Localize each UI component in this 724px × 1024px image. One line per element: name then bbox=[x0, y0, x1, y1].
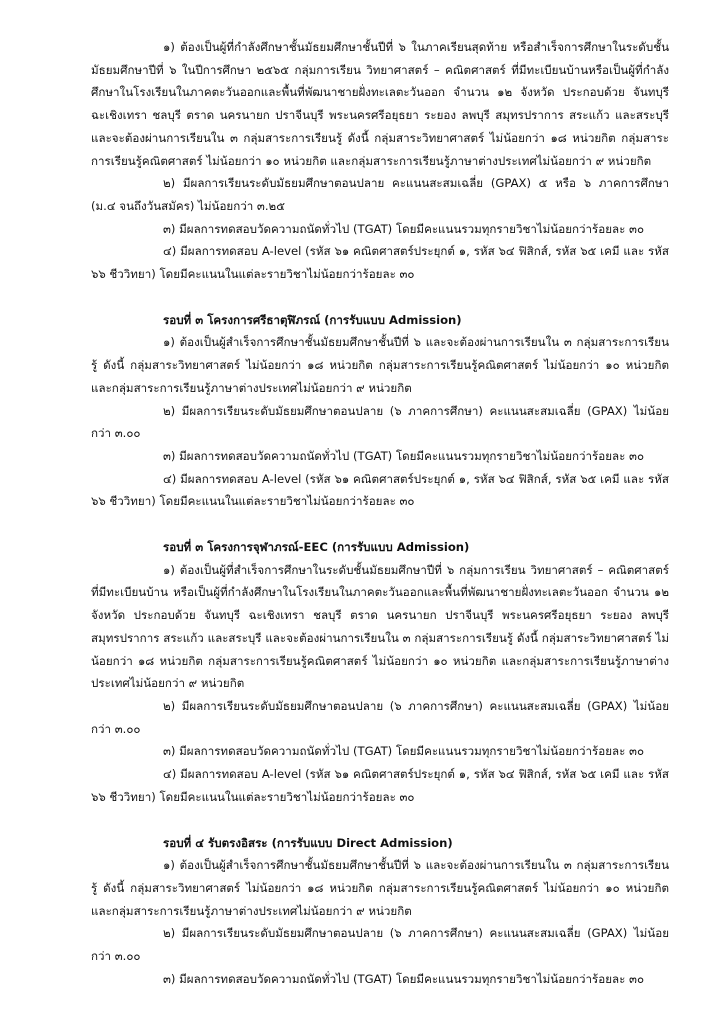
requirement-item: ๒) มีผลการเรียนระดับมัธยมศึกษาตอนปลาย (๖ ภาคการศึกษา) คะแนนสะสมเฉลี่ย (GPAX) ไม่น้อยกว่า ๓.๐๐ bbox=[91, 403, 669, 441]
requirement-item: ๑) ต้องเป็นผู้ที่กำลังศึกษาชั้นมัธยมศึกษาชั้นปีที่ ๖ ในภาคเรียนสุดท้าย หรือสำเร็จการศึกษาในระดับชั้นมัธยมศึกษาปีที่ ๖ ในปีการศึกษา ๒๕๖๕ กลุ่มการเรียน วิทยาศาสตร์ – คณิตศาสตร์ ที่มีทะเบียนบ้านหรือเป็นผู้ที่กำลังศึกษาในโรงเรียนในภาคตะวันออกและพื้นที่พัฒนาชายฝั่งทะเลตะวันออก จำนวน ๑๒ จังหวัด ประกอบด้วย จันทบุรี ฉะเชิงเทรา ชลบุรี ตราด นครนายก ปราจีนบุรี พระนครศรีอยุธยา ระยอง ลพบุรี สมุทรปราการ สระแก้ว และสระบุรี และจะต้องผ่านการเรียนใน ๓ กลุ่มสาระการเรียนรู้ ดังนี้ กลุ่มสาระวิทยาศาสตร์ ไม่น้อยกว่า ๑๘ หน่วยกิต กลุ่มสาระการเรียนรู้คณิตศาสตร์ ไม่น้อยกว่า ๑๐ หน่วยกิต และกลุ่มสาระการเรียนรู้ภาษาต่างประเทศไม่น้อยกว่า ๙ หน่วยกิต bbox=[91, 40, 669, 168]
document-body bbox=[91, 36, 669, 990]
requirement-item: ๓) มีผลการทดสอบวัดความถนัดทั่วไป (TGAT) โดยมีคะแนนรวมทุกรายวิชาไม่น้อยกว่าร้อยละ ๓๐ bbox=[163, 221, 645, 236]
requirement-item: ๔) มีผลการทดสอบ A-level (รหัส ๖๑ คณิตศาสตร์ประยุกต์ ๑, รหัส ๖๔ ฟิสิกส์, รหัส ๖๕ เคมี และ รหัส ๖๖ ชีววิทยา) โดยมีคะแนนในแต่ละรายวิชาไม่น้อยกว่าร้อยละ ๓๐ bbox=[91, 244, 669, 282]
section-heading: รอบที่ ๓ โครงการจุฬาภรณ์-EEC (การรับแบบ Admission) bbox=[163, 540, 470, 555]
requirement-item: ๔) มีผลการทดสอบ A-level (รหัส ๖๑ คณิตศาสตร์ประยุกต์ ๑, รหัส ๖๔ ฟิสิกส์, รหัส ๖๕ เคมี และ รหัส ๖๖ ชีววิทยา) โดยมีคะแนนในแต่ละรายวิชาไม่น้อยกว่าร้อยละ ๓๐ bbox=[91, 767, 669, 804]
section-heading: รอบที่ ๔ รับตรงอิสระ (การรับแบบ Direct Admission) bbox=[163, 835, 453, 850]
requirement-item: ๑) ต้องเป็นผู้ที่สำเร็จการศึกษาในระดับชั้นมัธยมศึกษาปีที่ ๖ กลุ่มการเรียน วิทยาศาสตร์ – คณิตศาสตร์ ที่มีทะเบียนบ้าน หรือเป็นผู้ที่กำลังศึกษาในโรงเรียนในภาคตะวันออกและพื้นที่พัฒนาชายฝั่งทะเลตะวันออก จำนวน ๑๒ จังหวัด ประกอบด้วย จันทบุรี ฉะเชิงเทรา ชลบุรี ตราด นครนายก ปราจีนบุรี พระนครศรีอยุธยา ระยอง ลพบุรี สมุทรปราการ สระแก้ว และสระบุรี และจะต้องผ่านการเรียนใน ๓ กลุ่มสาระการเรียนรู้ ดังนี้ กลุ่มสาระวิทยาศาสตร์ ไม่น้อยกว่า ๑๘ หน่วยกิต กลุ่มสาระการเรียนรู้คณิตศาสตร์ ไม่น้อยกว่า ๑๐ หน่วยกิต และกลุ่มสาระการเรียนรู้ภาษาต่างประเทศไม่น้อยกว่า ๙ หน่วยกิต bbox=[91, 562, 669, 691]
requirement-item: ๑) ต้องเป็นผู้สำเร็จการศึกษาชั้นมัธยมศึกษาชั้นปีที่ ๖ และจะต้องผ่านการเรียนใน ๓ กลุ่มสาระการเรียนรู้ ดังนี้ กลุ่มสาระวิทยาศาสตร์ ไม่น้อยกว่า ๑๘ หน่วยกิต กลุ่มสาระการเรียนรู้คณิตศาสตร์ ไม่น้อยกว่า ๑๐ หน่วยกิต และกลุ่มสาระการเรียนรู้ภาษาต่างประเทศไม่น้อยกว่า ๙ หน่วยกิต bbox=[91, 335, 669, 395]
requirement-item: ๓) มีผลการทดสอบวัดความถนัดทั่วไป (TGAT) โดยมีคะแนนรวมทุกรายวิชาไม่น้อยกว่าร้อยละ ๓๐ bbox=[163, 448, 645, 463]
requirement-item: ๔) มีผลการทดสอบ A-level (รหัส ๖๑ คณิตศาสตร์ประยุกต์ ๑, รหัส ๖๔ ฟิสิกส์, รหัส ๖๕ เคมี และ รหัส ๖๖ ชีววิทยา) โดยมีคะแนนในแต่ละรายวิชาไม่น้อยกว่าร้อยละ ๓๐ bbox=[91, 471, 669, 509]
requirement-item: ๒) มีผลการเรียนระดับมัธยมศึกษาตอนปลาย (๖ ภาคการศึกษา) คะแนนสะสมเฉลี่ย (GPAX) ไม่น้อยกว่า ๓.๐๐ bbox=[91, 926, 669, 964]
requirement-item: ๓) มีผลการทดสอบวัดความถนัดทั่วไป (TGAT) โดยมีคะแนนรวมทุกรายวิชาไม่น้อยกว่าร้อยละ ๓๐ bbox=[163, 971, 645, 986]
requirement-item: ๑) ต้องเป็นผู้สำเร็จการศึกษาชั้นมัธยมศึกษาชั้นปีที่ ๖ และจะต้องผ่านการเรียนใน ๓ กลุ่มสาระการเรียนรู้ ดังนี้ กลุ่มสาระวิทยาศาสตร์ ไม่น้อยกว่า ๑๘ หน่วยกิต กลุ่มสาระการเรียนรู้คณิตศาสตร์ ไม่น้อยกว่า ๑๐ หน่วยกิต และกลุ่มสาระการเรียนรู้ภาษาต่างประเทศไม่น้อยกว่า ๙ หน่วยกิต bbox=[91, 858, 669, 918]
requirement-item: ๓) มีผลการทดสอบวัดความถนัดทั่วไป (TGAT) โดยมีคะแนนรวมทุกรายวิชาไม่น้อยกว่าร้อยละ ๓๐ bbox=[163, 744, 645, 759]
section-heading: รอบที่ ๓ โครงการศรีธาตุฬิภรณ์ (การรับแบบ Admission) bbox=[163, 312, 462, 327]
requirement-item: ๒) มีผลการเรียนระดับมัธยมศึกษาตอนปลาย คะแนนสะสมเฉลี่ย (GPAX) ๕ หรือ ๖ ภาคการศึกษา (ม.๔ จนถึงวันสมัคร) ไม่น้อยกว่า ๓.๒๕ bbox=[91, 176, 669, 213]
requirement-item: ๒) มีผลการเรียนระดับมัธยมศึกษาตอนปลาย (๖ ภาคการศึกษา) คะแนนสะสมเฉลี่ย (GPAX) ไม่น้อยกว่า ๓.๐๐ bbox=[91, 698, 669, 736]
